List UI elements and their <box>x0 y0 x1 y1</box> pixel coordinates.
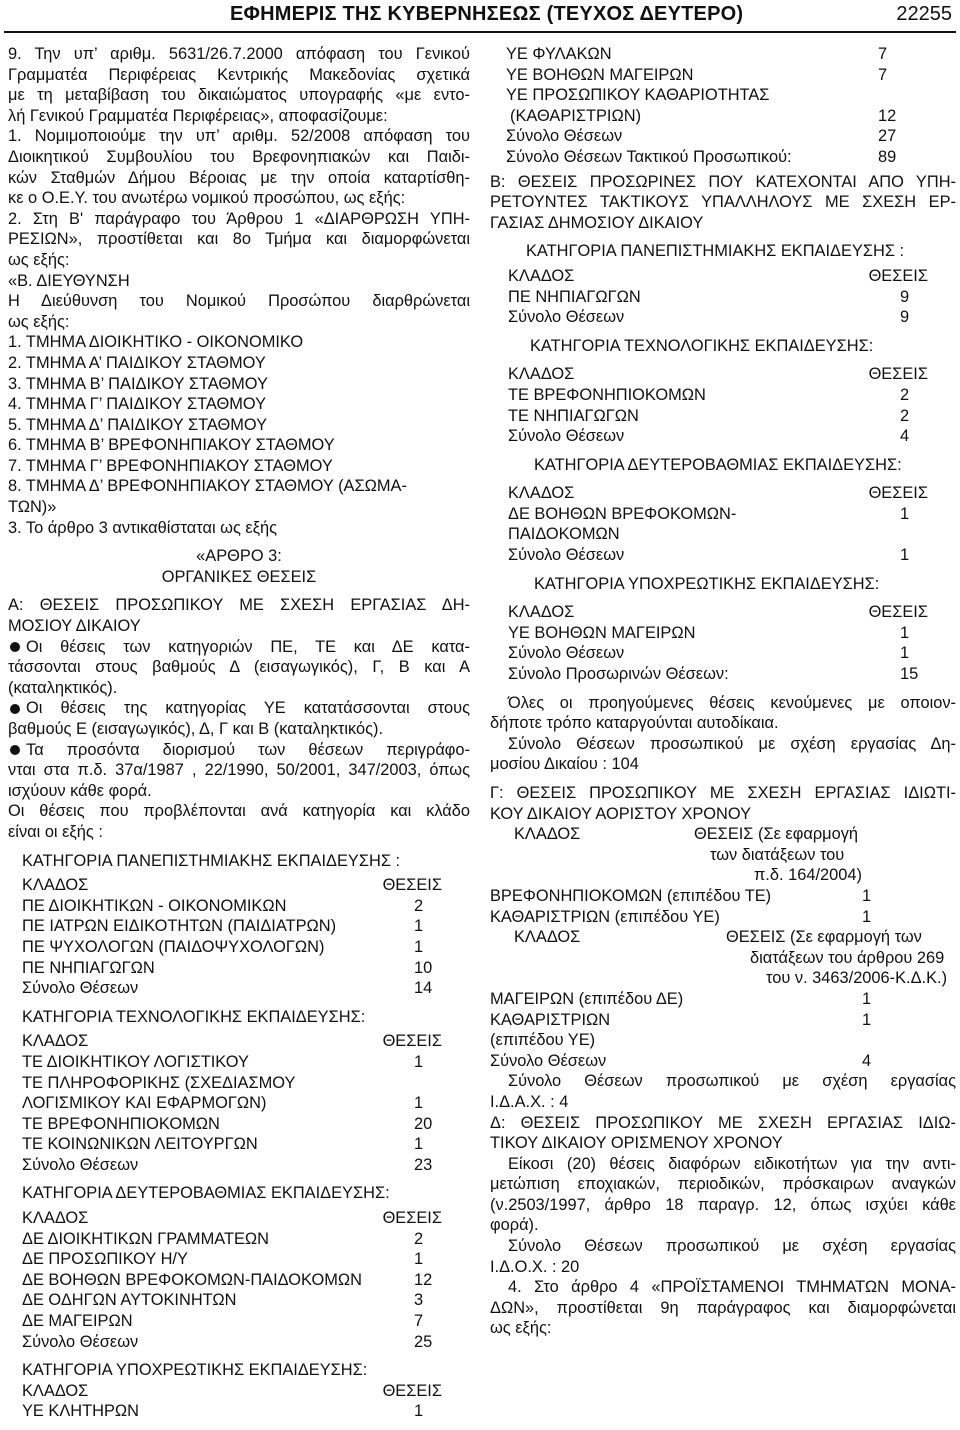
table-total: Σύνολο Θέσεων 1 <box>508 546 910 565</box>
section-heading: ΡΕΤΟΥΝΤΕΣ ΤΑΚΤΙΚΟΥΣ ΥΠΑΛΛΗΛΟΥΣ ΜΕ ΣΧΕΣΗ ΕΡ- <box>490 193 956 212</box>
section-heading: ΤΙΚΟΥ ΔΙΚΑΙΟΥ ΟΡΙΣΜΕΝΟΥ ΧΡΟΝΟΥ <box>490 1134 783 1153</box>
grand-total: Σύνολο Θέσεων Τακτικού Προσωπικού: 89 <box>506 147 897 166</box>
page-number: 22255 <box>896 3 952 25</box>
table-total: Σύνολο Θέσεων 1 <box>508 644 910 663</box>
table-row: ΚΑΘΑΡΙΣΤΡΙΩΝ 1 <box>490 1010 872 1029</box>
text-line: ως εξής: <box>8 312 70 331</box>
text-line: Ι.Δ.Ο.Χ. : 20 <box>490 1257 580 1276</box>
table-header: ΚΛΑΔΟΣ ΘΕΣΕΙΣ <box>22 1209 442 1228</box>
table-row: ΔΕ ΒΟΗΘΩΝ ΒΡΕΦΟΚΟΜΩΝ- 1 <box>508 504 910 523</box>
g-table-2: ΚΛΑΔΟΣ ΘΕΣΕΙΣ (Σε εφαρμογή των διατάξεων του άρθρου 269 του ν. 3463/2006-Κ.Δ.Κ.) <box>490 927 960 989</box>
table-header: ΚΛΑΔΟΣ ΘΕΣΕΙΣ (Σε εφαρμογή <box>514 825 859 844</box>
article-heading: «ΑΡΘΡΟ 3: <box>196 547 282 566</box>
bullet-line: Οι θέσεις της κατηγορίας ΥΕ κατατάσσονται στους <box>8 698 470 719</box>
table-row: ΥΕ ΒΟΗΘΩΝ ΜΑΓΕΙΡΩΝ 7 <box>506 65 888 84</box>
article-subheading: ΟΡΓΑΝΙΚΕΣ ΘΕΣΕΙΣ <box>161 567 317 586</box>
text-line: Όλες οι προηγούμενες θέσεις κενούμενες με οποιον- <box>508 693 956 712</box>
list-item: 4. ΤΜΗΜΑ Γ’ ΠΑΙΔΙΚΟΥ ΣΤΑΘΜΟΥ <box>8 395 267 414</box>
category-ye-table <box>8 1360 442 1422</box>
section-heading: Β: ΘΕΣΕΙΣ ΠΡΟΣΩΡΙΝΕΣ ΠΟΥ ΚΑΤΕΧΟΝΤΑΙ ΑΠΟ ΥΠΗ- <box>490 172 956 191</box>
table-header: ΚΛΑΔΟΣ ΘΕΣΕΙΣ <box>508 266 928 285</box>
text-line: (ν.2503/1997, άρθρο 18 παραγρ. 12, όπως ισχύει κάθε <box>490 1195 956 1214</box>
text-line: φορά). <box>490 1216 539 1235</box>
list-item: 6. ΤΜΗΜΑ Β’ ΒΡΕΦΟΝΗΠΙΑΚΟΥ ΣΤΑΘΜΟΥ <box>8 436 335 455</box>
list-item: 3. ΤΜΗΜΑ Β’ ΠΑΙΔΙΚΟΥ ΣΤΑΘΜΟΥ <box>8 374 268 393</box>
list-item: 8. ΤΜΗΜΑ Δ’ ΒΡΕΦΟΝΗΠΙΑΚΟΥ ΣΤΑΘΜΟΥ (ΑΣΩΜΑ- <box>8 477 407 496</box>
table-row: (ΚΑΘΑΡΙΣΤΡΙΩΝ) 12 <box>510 106 897 125</box>
text-line: βαθμούς Ε (εισαγωγικός), Δ, Γ και Β (καταληκτικός). <box>8 720 384 738</box>
list-item: 7. ΤΜΗΜΑ Γ’ ΒΡΕΦΟΝΗΠΙΑΚΟΥ ΣΤΑΘΜΟΥ <box>8 456 333 475</box>
table-row: ΠΕ ΨΥΧΟΛΟΓΩΝ (ΠΑΙΔΟΨΥΧΟΛΟΓΩΝ) 1 <box>22 937 424 956</box>
text-line: κών Σταθμών Δήμου Βέροιας με την οποία καταρτίσθη- <box>8 168 470 187</box>
table-row: ΠΕ ΙΑΤΡΩΝ ΕΙΔΙΚΟΤΗΤΩΝ (ΠΑΙΔΙΑΤΡΩΝ) 1 <box>22 917 424 936</box>
category-title: ΚΑΤΗΓΟΡΙΑ ΤΕΧΝΟΛΟΓΙΚΗΣ ΕΚΠΑΙΔΕΥΣΗΣ: <box>530 336 874 355</box>
text-line: κε ο Ο.Ε.Υ. του ανωτέρω νομικού προσώπου, ως εξής: <box>8 189 406 208</box>
text-line: Οι θέσεις που προβλέπονται ανά κατηγορία και κλάδο <box>8 802 470 821</box>
text-line: ισχύουν κάθε φορά. <box>8 781 152 800</box>
table-row: ΤΕ ΠΛΗΡΟΦΟΡΙΚΗΣ (ΣΧΕΔΙΑΣΜΟΥ <box>22 1073 296 1092</box>
category-title: ΚΑΤΗΓΟΡΙΑ ΠΑΝΕΠΙΣΤΗΜΙΑΚΗΣ ΕΚΠΑΙΔΕΥΣΗΣ : <box>526 242 905 261</box>
bullet-icon <box>10 745 20 755</box>
table-row: ΤΕ ΒΡΕΦΟΝΗΠΙΟΚΟΜΩΝ 20 <box>22 1114 433 1133</box>
b-pe-table <box>490 241 928 327</box>
text-line: ΔΩΝ», προστίθεται 9η παράγραφος και διαμορφώνεται <box>490 1298 956 1317</box>
table-header: ΚΛΑΔΟΣ ΘΕΣΕΙΣ <box>22 1032 442 1051</box>
decision-paragraph <box>8 44 470 332</box>
table-row: ΤΕ ΔΙΟΙΚΗΤΙΚΟΥ ΛΟΓΙΣΤΙΚΟΥ 1 <box>22 1052 424 1071</box>
bullet-paragraphs <box>8 637 470 843</box>
list-item: 1. ΤΜΗΜΑ ΔΙΟΙΚΗΤΙΚΟ - ΟΙΚΟΝΟΜΙΚΟ <box>8 333 304 352</box>
list-item: 5. ΤΜΗΜΑ Δ’ ΠΑΙΔΙΚΟΥ ΣΤΑΘΜΟΥ <box>8 415 268 434</box>
table-total: Σύνολο Θέσεων 25 <box>22 1332 433 1351</box>
table-header: ΚΛΑΔΟΣ ΘΕΣΕΙΣ <box>508 484 928 503</box>
table-row: ΚΑΘΑΡΙΣΤΡΙΩΝ (επιπέδου ΥΕ) 1 <box>490 907 872 926</box>
category-title: ΚΑΤΗΓΟΡΙΑ ΔΕΥΤΕΡΟΒΑΘΜΙΑΣ ΕΚΠΑΙΔΕΥΣΗΣ: <box>534 455 902 474</box>
text-line: Γραμματέα Περιφέρειας Κεντρικής Μακεδονίας σχετικά <box>8 65 470 84</box>
right-column <box>490 44 956 1339</box>
table-header: ΚΛΑΔΟΣ ΘΕΣΕΙΣ <box>22 1381 442 1400</box>
text-line: είναι οι εξής : <box>8 822 103 841</box>
bullet-icon <box>10 704 20 714</box>
bullet-line: Οι θέσεις των κατηγοριών ΠΕ, ΤΕ και ΔΕ κατα- <box>8 637 470 658</box>
text-line: ως εξής: <box>8 250 70 269</box>
table-total: Σύνολο Θέσεων 23 <box>22 1155 433 1174</box>
table-row: ΥΕ ΚΛΗΤΗΡΩΝ 1 <box>22 1402 424 1421</box>
category-title: ΚΑΤΗΓΟΡΙΑ ΥΠΟΧΡΕΩΤΙΚΗΣ ΕΚΠΑΙΔΕΥΣΗΣ: <box>22 1361 368 1380</box>
text-line: Σύνολο Θέσεων προσωπικού με σχέση εργασίας <box>508 1237 956 1256</box>
table-total: Σύνολο Θέσεων 4 <box>508 427 910 446</box>
category-de-table <box>8 1183 442 1352</box>
text-line: ΡΕΣΙΩΝ», προστίθεται και 8ο Τμήμα και διαμορφώνεται <box>8 230 470 249</box>
text-line: με τη μεταβίβαση του δικαιώματος υπογραφής «με εντο- <box>8 86 470 105</box>
category-title: ΚΑΤΗΓΟΡΙΑ ΤΕΧΝΟΛΟΓΙΚΗΣ ΕΚΠΑΙΔΕΥΣΗΣ: <box>22 1007 366 1026</box>
table-row: ΔΕ ΜΑΓΕΙΡΩΝ 7 <box>22 1312 424 1331</box>
table-header: ΚΛΑΔΟΣ ΘΕΣΕΙΣ <box>508 365 928 384</box>
text-line: δήποτε τρόπο καταργούνται αυτοδίκαια. <box>490 714 779 733</box>
table-row: (επιπέδου ΥΕ) <box>490 1031 596 1050</box>
category-title: ΚΑΤΗΓΟΡΙΑ ΥΠΟΧΡΕΩΤΙΚΗΣ ΕΚΠΑΙΔΕΥΣΗΣ: <box>534 574 880 593</box>
text-line: «Β. ΔΙΕΥΘΥΝΣΗ <box>8 271 130 290</box>
table-row: ΔΕ ΔΙΟΙΚΗΤΙΚΩΝ ΓΡΑΜΜΑΤΕΩΝ 2 <box>22 1229 424 1248</box>
table-row: ΤΕ ΚΟΙΝΩΝΙΚΩΝ ΛΕΙΤΟΥΡΓΩΝ 1 <box>22 1135 424 1154</box>
bullet-line: Τα προσόντα διορισμού των θέσεων περιγράφο- <box>8 740 470 761</box>
text-line: Σύνολο Θέσεων προσωπικού με σχέση εργασίας <box>508 1072 956 1091</box>
list-item: ΤΩΝ)» <box>8 498 57 517</box>
category-te-table <box>8 1007 442 1176</box>
text-line: τάσσονται στους βαθμούς Δ (εισαγωγικός), Γ, Β και Α <box>8 658 470 677</box>
text-line: Είκοσι (20) θέσεις διαφόρων ειδικοτήτων για την αντι- <box>508 1154 956 1173</box>
section-heading: ΚΟΥ ΔΙΚΑΙΟΥ ΑΟΡΙΣΤΟΥ ΧΡΟΝΟΥ <box>490 804 752 823</box>
section-heading: Γ: ΘΕΣΕΙΣ ΠΡΟΣΩΠΙΚΟΥ ΜΕ ΣΧΕΣΗ ΕΡΓΑΣΙΑΣ ΙΔΙΩΤΙ- <box>490 784 956 802</box>
grand-total: Σύνολο Προσωρινών Θέσεων: 15 <box>508 665 919 684</box>
text-line: νται στα π.δ. 37α/1987 , 22/1990, 50/2001, 347/2003, όπως <box>8 761 470 780</box>
text-line: ως εξής: <box>490 1319 552 1338</box>
table-row: ΒΡΕΦΟΝΗΠΙΟΚΟΜΩΝ (επιπέδου ΤΕ) 1 <box>490 886 872 905</box>
section-heading: Δ: ΘΕΣΕΙΣ ΠΡΟΣΩΠΙΚΟΥ ΜΕ ΣΧΕΣΗ ΕΡΓΑΣΙΑΣ ΙΔΙΩ- <box>490 1113 956 1132</box>
text-line: λή Γενικού Γραμματέα Περιφέρειας», αποφασίζουμε: <box>8 106 388 125</box>
table-total: Σύνολο Θέσεων 4 <box>490 1051 872 1070</box>
text-line: Η Διεύθυνση του Νομικού Προσώπου διαρθρώνεται <box>8 292 470 311</box>
category-pe-table <box>8 851 442 999</box>
running-header <box>0 0 960 32</box>
table-header: ΚΛΑΔΟΣ ΘΕΣΕΙΣ <box>22 876 442 895</box>
section-heading: Α: ΘΕΣΕΙΣ ΠΡΟΣΩΠΙΚΟΥ ΜΕ ΣΧΕΣΗ ΕΡΓΑΣΙΑΣ ΔΗ- <box>8 596 470 615</box>
table-header: ΚΛΑΔΟΣ ΘΕΣΕΙΣ <box>508 603 928 622</box>
table-total: Σύνολο Θέσεων 9 <box>508 308 910 327</box>
section-heading: ΓΑΣΙΑΣ ΔΗΜΟΣΙΟΥ ΔΙΚΑΙΟΥ <box>490 213 704 232</box>
table-row: ΥΕ ΦΥΛΑΚΩΝ 7 <box>506 45 888 63</box>
text-line: 2. Στη Β' παράγραφο του Άρθρου 1 «ΔΙΑΡΘΡΩΣΗ ΥΠΗ- <box>8 209 470 228</box>
table-header: ΚΛΑΔΟΣ ΘΕΣΕΙΣ (Σε εφαρμογή των <box>514 928 922 947</box>
text-line: Διοικητικού Συμβουλίου του Βρεφονηπιακών και Παιδι- <box>8 147 470 166</box>
g-table-1: ΚΛΑΔΟΣ ΘΕΣΕΙΣ (Σε εφαρμογή των διατάξεων του π.δ. 164/2004) <box>490 824 914 886</box>
text-line: 4. Στο άρθρο 4 «ΠΡΟΪΣΤΑΜΕΝΟΙ ΤΜΗΜΑΤΩΝ ΜΟΝΑ- <box>508 1278 956 1297</box>
bullet-icon <box>10 642 20 652</box>
header-rule <box>4 31 956 33</box>
table-total: Σύνολο Θέσεων 27 <box>506 127 897 146</box>
text-line: (καταληκτικός). <box>8 678 118 697</box>
table-row: ΥΕ ΒΟΗΘΩΝ ΜΑΓΕΙΡΩΝ 1 <box>508 623 910 642</box>
list-item: 2. ΤΜΗΜΑ Α’ ΠΑΙΔΙΚΟΥ ΣΤΑΘΜΟΥ <box>8 353 266 372</box>
table-row: ΔΕ ΒΟΗΘΩΝ ΒΡΕΦΟΚΟΜΩΝ-ΠΑΙΔΟΚΟΜΩΝ 12 <box>22 1270 433 1289</box>
ye-continuation-table <box>490 44 906 168</box>
b-ye-table <box>490 574 928 685</box>
b-de-table <box>490 455 928 566</box>
table-row: ΔΕ ΟΔΗΓΩΝ ΑΥΤΟΚΙΝΗΤΩΝ 3 <box>22 1291 424 1310</box>
left-column <box>8 44 470 1422</box>
table-row: ΔΕ ΠΡΟΣΩΠΙΚΟΥ Η/Υ 1 <box>22 1250 424 1269</box>
text-line: Σύνολο Θέσεων προσωπικού με σχέση εργασίας Δη- <box>508 734 956 753</box>
table-row: ΤΕ ΒΡΕΦΟΝΗΠΙΟΚΟΜΩΝ 2 <box>508 385 910 404</box>
text-line: μετώπιση εποχιακών, περιοδικών, πρόσκαιρων αναγκών <box>490 1175 956 1194</box>
table-row: ΠΕ ΝΗΠΙΑΓΩΓΩΝ 9 <box>508 287 910 306</box>
text-line: 3. Το άρθρο 3 αντικαθίσταται ως εξής <box>8 518 278 537</box>
table-row: ΠΑΙΔΟΚΟΜΩΝ <box>508 525 620 544</box>
text-line: 1. Νομιμοποιούμε την υπ’ αριθμ. 52/2008 απόφαση του <box>8 127 470 146</box>
category-title: ΚΑΤΗΓΟΡΙΑ ΠΑΝΕΠΙΣΤΗΜΙΑΚΗΣ ΕΚΠΑΙΔΕΥΣΗΣ : <box>22 851 401 870</box>
department-list <box>8 332 470 538</box>
b-te-table <box>490 336 928 447</box>
table-row: ΠΕ ΔΙΟΙΚΗΤΙΚΩΝ - ΟΙΚΟΝΟΜΙΚΩΝ 2 <box>22 896 424 915</box>
table-total: Σύνολο Θέσεων 14 <box>22 979 433 998</box>
category-title: ΚΑΤΗΓΟΡΙΑ ΔΕΥΤΕΡΟΒΑΘΜΙΑΣ ΕΚΠΑΙΔΕΥΣΗΣ: <box>22 1184 390 1203</box>
text-line: μοσίου Δικαίου : 104 <box>490 755 639 774</box>
table-row: ΤΕ ΝΗΠΙΑΓΩΓΩΝ 2 <box>508 406 910 425</box>
table-row: ΠΕ ΝΗΠΙΑΓΩΓΩΝ 10 <box>22 958 433 977</box>
text-line: 9. Την υπ’ αριθμ. 5631/26.7.2000 απόφαση του Γενικού <box>8 45 470 63</box>
text-line: Ι.Δ.Α.Χ. : 4 <box>490 1092 569 1111</box>
section-heading: ΜΟΣΙΟΥ ΔΙΚΑΙΟΥ <box>8 617 141 636</box>
table-row: ΥΕ ΠΡΟΣΩΠΙΚΟΥ ΚΑΘΑΡΙΟΤΗΤΑΣ <box>506 86 770 105</box>
table-row: ΜΑΓΕΙΡΩΝ (επιπέδου ΔΕ) 1 <box>490 989 872 1008</box>
table-row: ΛΟΓΙΣΜΙΚΟΥ ΚΑΙ ΕΦΑΡΜΟΓΩΝ) 1 <box>22 1094 424 1113</box>
gazette-title: ΕΦΗΜΕΡΙΣ ΤΗΣ ΚΥΒΕΡΝΗΣΕΩΣ (ΤΕΥΧΟΣ ΔΕΥΤΕΡΟ) <box>230 3 744 25</box>
